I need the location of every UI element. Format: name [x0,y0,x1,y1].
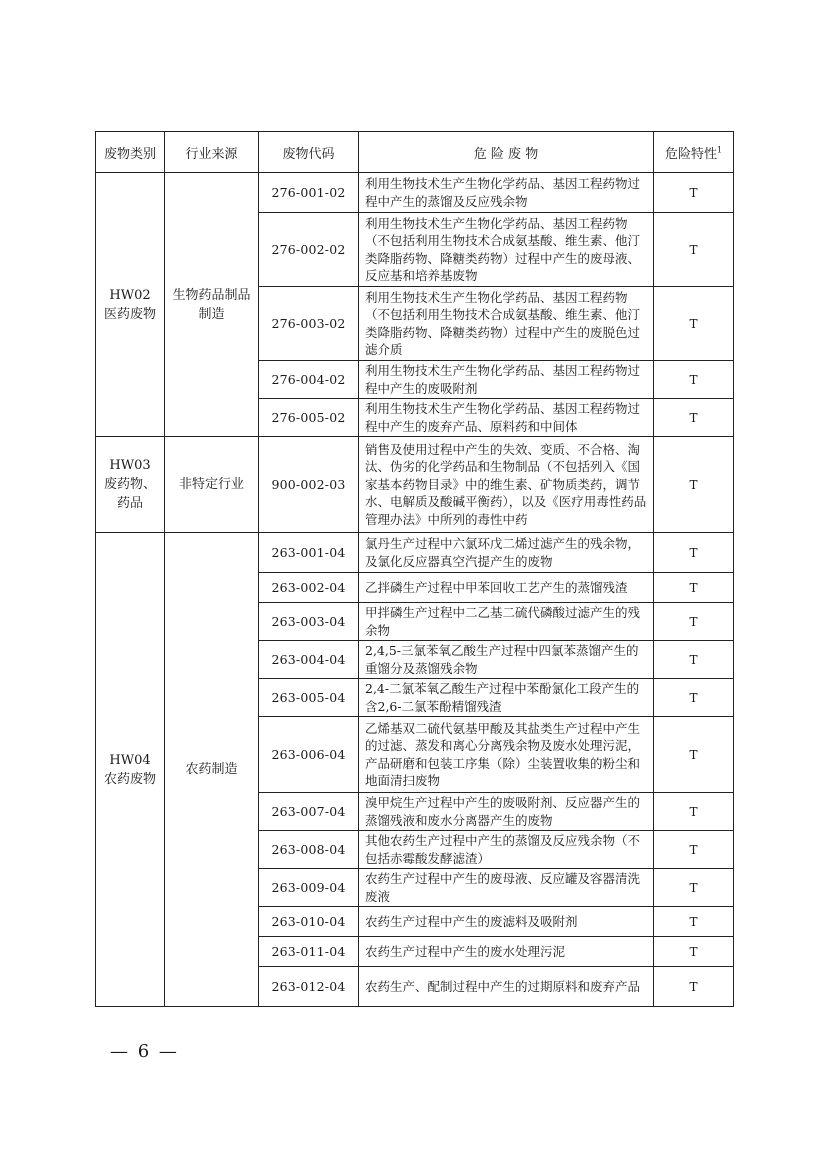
hazard-characteristic-cell: T [654,437,734,533]
hazard-characteristic-cell: T [654,533,734,573]
waste-code-cell: 263-011-04 [259,937,359,967]
waste-code-cell: 263-003-04 [259,603,359,641]
industry-source-cell: 农药制造 [165,533,259,1007]
table-row [96,173,734,213]
hazard-characteristic-cell: T [654,937,734,967]
hazardous-waste-description-cell: 乙拌磷生产过程中甲苯回收工艺产生的蒸馏残渣 [359,573,654,603]
waste-category-cell: HW02 医药废物 [96,173,165,437]
waste-code-cell: 263-008-04 [259,831,359,869]
hazardous-waste-description-cell: 溴甲烷生产过程中产生的废吸附剂、反应器产生的蒸馏残液和废水分离器产生的废物 [359,793,654,831]
hazardous-waste-description-cell: 2,4-二氯苯氧乙酸生产过程中苯酚氯化工段产生的含2,6-二氯苯酚精馏残渣 [359,679,654,717]
hazardous-waste-description-cell: 其他农药生产过程中产生的蒸馏及反应残余物（不包括赤霉酸发酵滤渣） [359,831,654,869]
hazard-characteristic-cell: T [654,967,734,1007]
waste-code-cell: 263-010-04 [259,907,359,937]
header-industry: 行业来源 [165,132,259,173]
hazard-characteristic-cell: T [654,869,734,907]
hazardous-waste-description-cell: 农药生产过程中产生的废滤料及吸附剂 [359,907,654,937]
hazard-characteristic-cell: T [654,213,734,287]
hazardous-waste-description-cell: 利用生物技术生产生物化学药品、基因工程药物（不包括利用生物技术合成氨基酸、维生素、他汀类降脂药物、降糖类药物）过程中产生的废脱色过滤介质 [359,287,654,361]
industry-source-cell: 生物药品制品 制造 [165,173,259,437]
waste-category-cell: HW04 农药废物 [96,533,165,1007]
hazardous-waste-description-cell: 乙烯基双二硫代氨基甲酸及其盐类生产过程中产生的过滤、蒸发和离心分离残余物及废水处理污泥，产品研磨和包装工序集（除）尘装置收集的粉尘和地面清扫废物 [359,717,654,793]
hazardous-waste-description-cell: 氯丹生产过程中六氯环戊二烯过滤产生的残余物，及氯化反应器真空汽提产生的废物 [359,533,654,573]
waste-code-cell: 263-009-04 [259,869,359,907]
hazard-characteristic-cell: T [654,573,734,603]
hazard-characteristic-cell: T [654,641,734,679]
hazard-characteristic-cell: T [654,907,734,937]
header-characteristic-label: 危险特性 [664,146,717,162]
hazard-characteristic-cell: T [654,399,734,437]
footnote-marker: 1 [716,145,723,155]
hazardous-waste-description-cell: 利用生物技术生产生物化学药品、基因工程药物过程中产生的废吸附剂 [359,361,654,399]
hazard-characteristic-cell: T [654,287,734,361]
hazard-characteristic-cell: T [654,173,734,213]
hazardous-waste-description-cell: 农药生产过程中产生的废母液、反应罐及容器清洗废液 [359,869,654,907]
hazard-characteristic-cell: T [654,361,734,399]
hazard-characteristic-cell: T [654,831,734,869]
table-row [96,533,734,573]
header-category: 废物类别 [96,132,165,173]
hazardous-waste-description-cell: 农药生产过程中产生的废水处理污泥 [359,937,654,967]
hazardous-waste-description-cell: 利用生物技术生产生物化学药品、基因工程药物（不包括利用生物技术合成氨基酸、维生素、他汀类降脂药物、降糖类药物）过程中产生的废母液、反应基和培养基废物 [359,213,654,287]
header-description: 危 险 废 物 [359,132,654,173]
waste-code-cell: 276-002-02 [259,213,359,287]
page-number: — 6 — [110,1041,179,1062]
table-row [96,437,734,533]
hazardous-waste-table [95,131,734,1007]
hazardous-waste-description-cell: 利用生物技术生产生物化学药品、基因工程药物过程中产生的废弃产品、原料药和中间体 [359,399,654,437]
waste-code-cell: 263-004-04 [259,641,359,679]
hazardous-waste-description-cell: 甲拌磷生产过程中二乙基二硫代磷酸过滤产生的残余物 [359,603,654,641]
hazard-characteristic-cell: T [654,679,734,717]
waste-code-cell: 263-007-04 [259,793,359,831]
waste-code-cell: 276-003-02 [259,287,359,361]
header-code: 废物代码 [259,132,359,173]
table-header-row [96,132,734,173]
waste-code-cell: 263-006-04 [259,717,359,793]
waste-code-cell: 263-002-04 [259,573,359,603]
waste-code-cell: 276-005-02 [259,399,359,437]
waste-code-cell: 276-001-02 [259,173,359,213]
waste-code-cell: 263-005-04 [259,679,359,717]
waste-category-cell: HW03 废药物、 药品 [96,437,165,533]
table-body [96,173,734,1007]
waste-code-cell: 276-004-02 [259,361,359,399]
hazard-characteristic-cell: T [654,717,734,793]
hazard-characteristic-cell: T [654,603,734,641]
header-characteristic [654,132,734,173]
hazardous-waste-description-cell: 销售及使用过程中产生的失效、变质、不合格、淘汰、伪劣的化学药品和生物制品（不包括列入《国家基本药物目录》中的维生素、矿物质类药，调节水、电解质及酸碱平衡药），以及《医疗用毒性药品管理办法》中所列的毒性中药 [359,437,654,533]
waste-code-cell: 263-012-04 [259,967,359,1007]
waste-code-cell: 263-001-04 [259,533,359,573]
hazardous-waste-description-cell: 农药生产、配制过程中产生的过期原料和废弃产品 [359,967,654,1007]
waste-code-cell: 900-002-03 [259,437,359,533]
hazardous-waste-description-cell: 利用生物技术生产生物化学药品、基因工程药物过程中产生的蒸馏及反应残余物 [359,173,654,213]
hazardous-waste-description-cell: 2,4,5-三氯苯氧乙酸生产过程中四氯苯蒸馏产生的重馏分及蒸馏残余物 [359,641,654,679]
industry-source-cell: 非特定行业 [165,437,259,533]
hazard-characteristic-cell: T [654,793,734,831]
